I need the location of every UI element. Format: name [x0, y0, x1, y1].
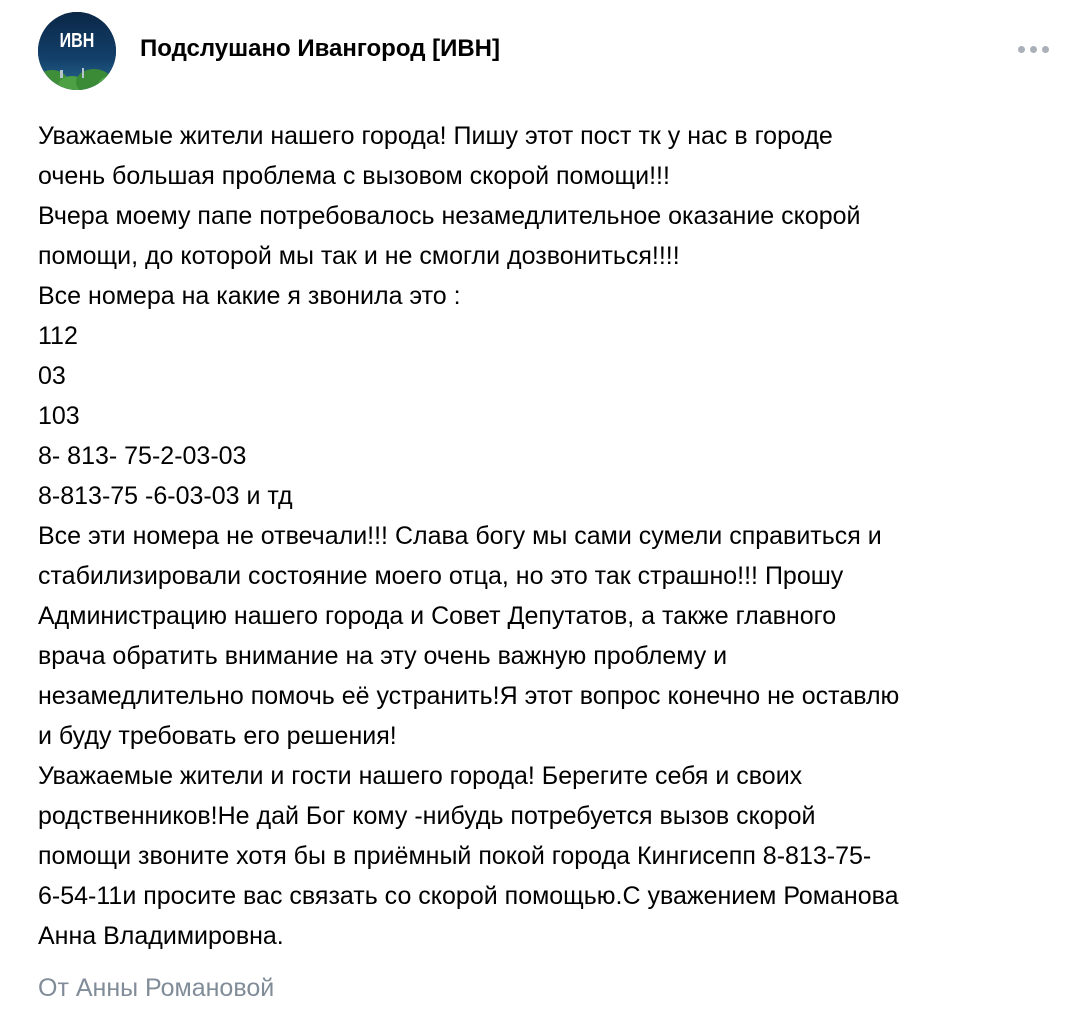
- post-text-line: 8-813-75 -6-03-03 и тд: [38, 482, 293, 510]
- post-text-line: врача обратить внимание на эту очень важную проблему и: [38, 642, 728, 670]
- post-text-line: 8- 813- 75-2-03-03: [38, 442, 247, 470]
- post-text-line: Уважаемые жители нашего города! Пишу этот пост тк у нас в городе: [38, 122, 833, 150]
- more-horizontal-icon[interactable]: [1018, 42, 1052, 58]
- community-avatar[interactable]: [38, 12, 116, 90]
- post-text-line: очень большая проблема с вызовом скорой помощи!!!: [38, 162, 670, 190]
- post-text-line: 03: [38, 362, 66, 390]
- avatar-label: ИВН: [59, 30, 95, 52]
- post-text-line: незамедлительно помочь её устранить!Я этот вопрос конечно не оставлю: [38, 682, 900, 710]
- post-text-line: помощи, до которой мы так и не смогли дозвониться!!!!: [38, 242, 680, 270]
- post-text-line: Вчера моему папе потребовалось незамедлительное оказание скорой: [38, 202, 861, 230]
- post-signature-link[interactable]: От Анны Романовой: [38, 974, 275, 1002]
- post-text-line: 112: [38, 322, 78, 350]
- post-text-line: Анна Владимировна.: [38, 922, 284, 950]
- post-header: [38, 12, 1058, 92]
- post-text-line: помощи звоните хотя бы в приёмный покой города Кингисепп 8-813-75-: [38, 842, 872, 870]
- post-text-line: Администрацию нашего города и Совет Депутатов, а также главного: [38, 602, 837, 630]
- community-name-link[interactable]: Подслушано Ивангород [ИВН]: [140, 35, 500, 62]
- post-text: [38, 116, 1063, 956]
- post-text-line: Все эти номера не отвечали!!! Слава богу мы сами сумели справиться и: [38, 522, 882, 550]
- post-text-line: 6-54-11и просите вас связать со скорой помощью.С уважением Романова: [38, 882, 899, 910]
- post-text-line: Все номера на какие я звонила это :: [38, 282, 461, 310]
- post-text-line: родственников!Не дай Бог кому -нибудь потребуется вызов скорой: [38, 802, 816, 830]
- post-text-line: 103: [38, 402, 80, 430]
- post-text-line: стабилизировали состояние моего отца, но это так страшно!!! Прошу: [38, 562, 844, 590]
- post-text-line: Уважаемые жители и гости нашего города! Берегите себя и своих: [38, 762, 803, 790]
- post-text-line: и буду требовать его решения!: [38, 722, 397, 750]
